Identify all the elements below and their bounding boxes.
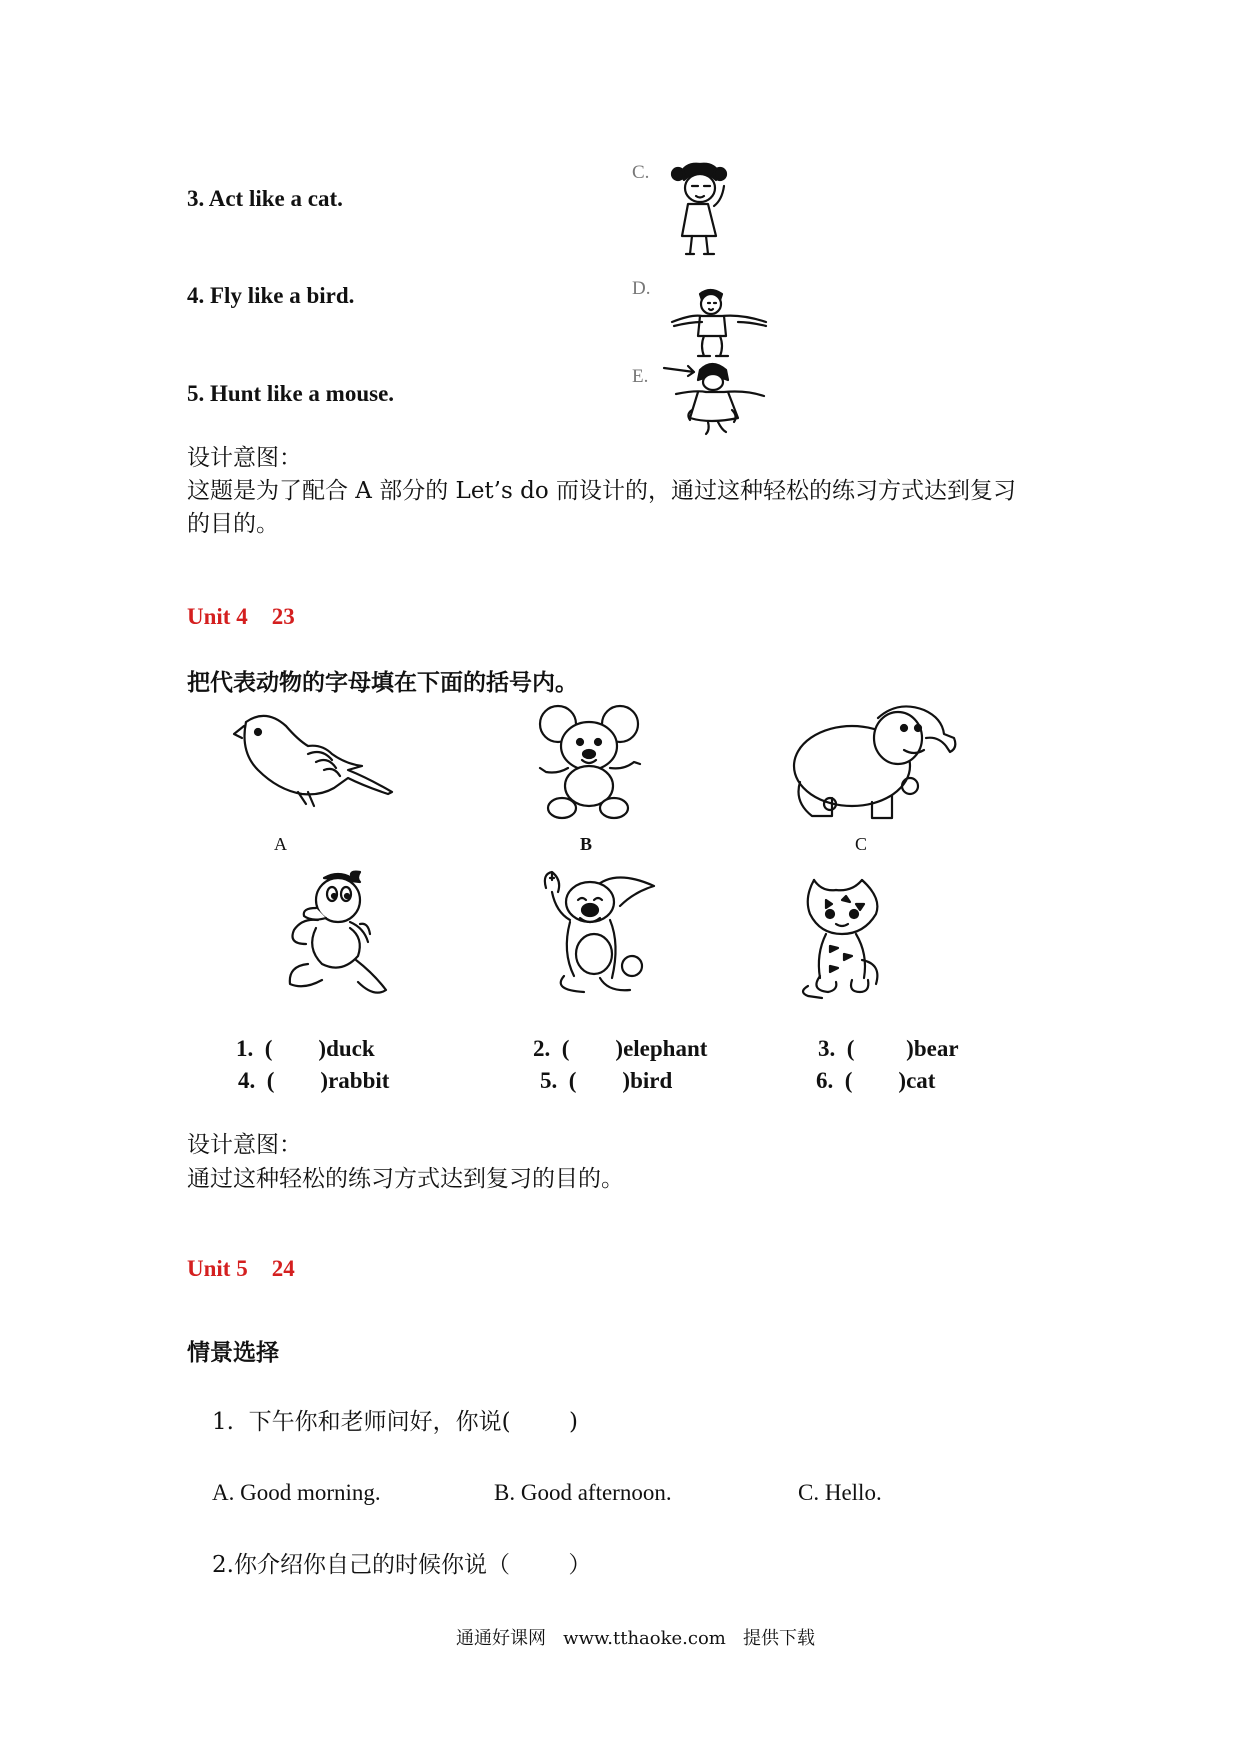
unit4-heading <box>187 604 295 630</box>
q1-option-a: A. Good morning. <box>212 1480 381 1505</box>
unit5-instruction: 情景选择 <box>187 1339 279 1366</box>
unit5-heading-unit: Unit 5 <box>187 1256 248 1281</box>
rabbit-icon <box>534 870 666 1000</box>
unit4-heading-unit: Unit 4 <box>187 604 248 629</box>
design-intent-text-line2: 的目的。 <box>187 511 279 537</box>
exercise-item-3: 3. Act like a cat. <box>187 186 343 211</box>
picture-label-b: B <box>580 834 593 854</box>
design-intent-2-label: 设计意图： <box>187 1132 302 1158</box>
blank-item-4: 4. ( )rabbit <box>238 1068 390 1093</box>
option-letter-e: E. <box>632 366 649 387</box>
blank-item-6: 6. ( )cat <box>816 1068 936 1093</box>
page-footer: 通通好课网 www.tthaoke.com 提供下载 <box>456 1628 816 1649</box>
q1-option-c: C. Hello. <box>798 1480 882 1505</box>
bird-icon <box>228 712 384 822</box>
unit4-instruction: 把代表动物的字母填在下面的括号内。 <box>187 669 578 696</box>
blank-item-2: 2. ( )elephant <box>533 1036 708 1061</box>
unit4-heading-page: 23 <box>271 604 295 629</box>
blank-item-3: 3. ( )bear <box>818 1036 959 1061</box>
girl-waving-icon <box>670 160 750 260</box>
picture-label-a: A <box>274 834 287 854</box>
exercise-item-4: 4. Fly like a bird. <box>187 283 355 308</box>
blank-item-5: 5. ( )bird <box>540 1068 673 1093</box>
question-2: 2.你介绍你自己的时候你说（ ） <box>212 1552 592 1578</box>
unit5-heading-page: 24 <box>271 1256 295 1281</box>
girl-flying-arms-icon <box>670 288 770 360</box>
mouse-icon <box>536 702 648 822</box>
cat-icon <box>796 876 896 1000</box>
girl-crouching-icon <box>662 360 770 438</box>
option-letter-c: C. <box>632 162 650 183</box>
unit5-heading <box>187 1256 295 1282</box>
design-intent-label: 设计意图： <box>187 445 302 471</box>
elephant-icon <box>792 694 960 824</box>
q1-option-b: B. Good afternoon. <box>494 1480 672 1505</box>
design-intent-text-line1: 这题是为了配合 A 部分的 Let’s do 而设计的，通过这种轻松的练习方式达到复习 <box>187 478 1016 504</box>
blank-item-1: 1. ( )duck <box>236 1036 375 1061</box>
option-letter-d: D. <box>632 278 651 299</box>
duck-icon <box>268 868 398 1000</box>
question-1: 1. 下午你和老师问好，你说( ) <box>212 1409 579 1435</box>
design-intent-2-text: 通过这种轻松的练习方式达到复习的目的。 <box>187 1166 624 1192</box>
exercise-item-5: 5. Hunt like a mouse. <box>187 381 395 406</box>
picture-label-c: C <box>855 834 868 854</box>
